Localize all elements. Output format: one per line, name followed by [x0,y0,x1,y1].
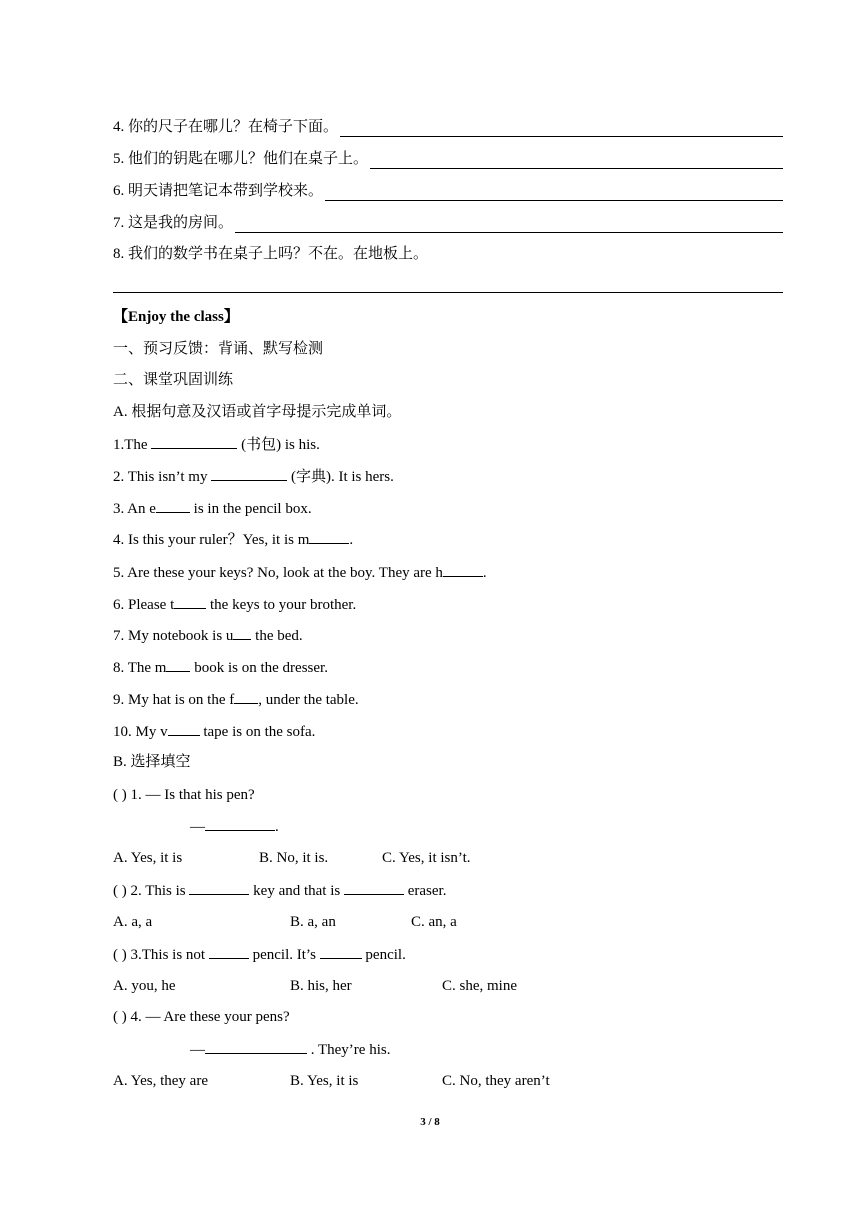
blank[interactable] [320,944,362,959]
blank[interactable] [344,880,404,895]
question-1-option-c[interactable]: C. Yes, it isn’t. [382,850,471,866]
answer-line[interactable] [235,218,783,233]
question-3-option-a[interactable]: A. you, he [113,978,176,994]
question-1-answer: — . [190,816,279,837]
translation-text: 6. 明天请把笔记本带到学校来。 [113,183,324,199]
part-a-heading: A. 根据句意及汉语或首字母提示完成单词。 [113,404,402,420]
part-1-heading: 一、预习反馈：背诵、默写检测 [113,341,324,357]
question-3: ( ) 3.This is not pencil. It’s pencil. [113,944,406,965]
blank[interactable] [211,466,287,481]
fill-item-1: 1.The (书包) is his. [113,434,320,455]
question-4-option-b[interactable]: B. Yes, it is [290,1073,359,1089]
blank[interactable] [205,1039,307,1054]
fill-item-4: 4. Is this your ruler？Yes, it is m . [113,529,353,550]
blank[interactable] [168,721,200,736]
translation-6 [113,181,783,201]
translation-text: 7. 这是我的房间。 [113,215,234,231]
fill-item-7: 7. My notebook is u the bed. [113,625,303,646]
question-4-answer: — . They’re his. [190,1039,390,1060]
translation-5 [113,149,783,169]
page-number: 3 / 8 [420,1116,440,1128]
question-2: ( ) 2. This is key and that is eraser. [113,880,446,901]
translation-4 [113,117,783,137]
part-2-heading: 二、课堂巩固训练 [113,372,234,388]
question-1-option-a[interactable]: A. Yes, it is [113,850,183,866]
question-3-option-c[interactable]: C. she, mine [442,978,517,994]
question-2-option-c[interactable]: C. an, a [411,914,457,930]
question-2-option-a[interactable]: A. a, a [113,914,153,930]
question-4: ( ) 4. — Are these your pens? [113,1009,290,1025]
blank[interactable] [234,689,258,704]
answer-line[interactable] [325,186,783,201]
fill-item-9: 9. My hat is on the f , under the table. [113,689,359,710]
question-1-option-b[interactable]: B. No, it is. [259,850,329,866]
fill-item-10: 10. My v tape is on the sofa. [113,721,315,742]
answer-line[interactable] [340,122,783,137]
answer-line[interactable] [370,154,783,169]
fill-item-8: 8. The m book is on the dresser. [113,657,328,678]
answer-line-8[interactable] [113,292,783,293]
blank[interactable] [151,434,237,449]
blank[interactable] [156,498,190,513]
blank[interactable] [205,816,275,831]
translation-text: 5. 他们的钥匙在哪儿？他们在桌子上。 [113,151,369,167]
question-4-option-c[interactable]: C. No, they aren’t [442,1073,550,1089]
translation-8: 8. 我们的数学书在桌子上吗？不在。在地板上。 [113,246,429,262]
translation-7 [113,213,783,233]
part-b-heading: B. 选择填空 [113,754,191,770]
fill-item-2: 2. This isn’t my (字典). It is hers. [113,466,394,487]
fill-item-6: 6. Please t the keys to your brother. [113,594,356,615]
question-2-option-b[interactable]: B. a, an [290,914,336,930]
question-1: ( ) 1. — Is that his pen? [113,787,255,803]
blank[interactable] [189,880,249,895]
blank[interactable] [174,594,206,609]
translation-text: 4. 你的尺子在哪儿？在椅子下面。 [113,119,339,135]
question-3-option-b[interactable]: B. his, her [290,978,352,994]
blank[interactable] [309,529,349,544]
section-title: 【Enjoy the class】 [113,309,239,325]
blank[interactable] [166,657,190,672]
fill-item-3: 3. An e is in the pencil box. [113,498,312,519]
blank[interactable] [209,944,249,959]
blank[interactable] [443,562,483,577]
blank[interactable] [233,625,251,640]
fill-item-5: 5. Are these your keys? No, look at the boy. They are h . [113,562,487,583]
question-4-option-a[interactable]: A. Yes, they are [113,1073,208,1089]
